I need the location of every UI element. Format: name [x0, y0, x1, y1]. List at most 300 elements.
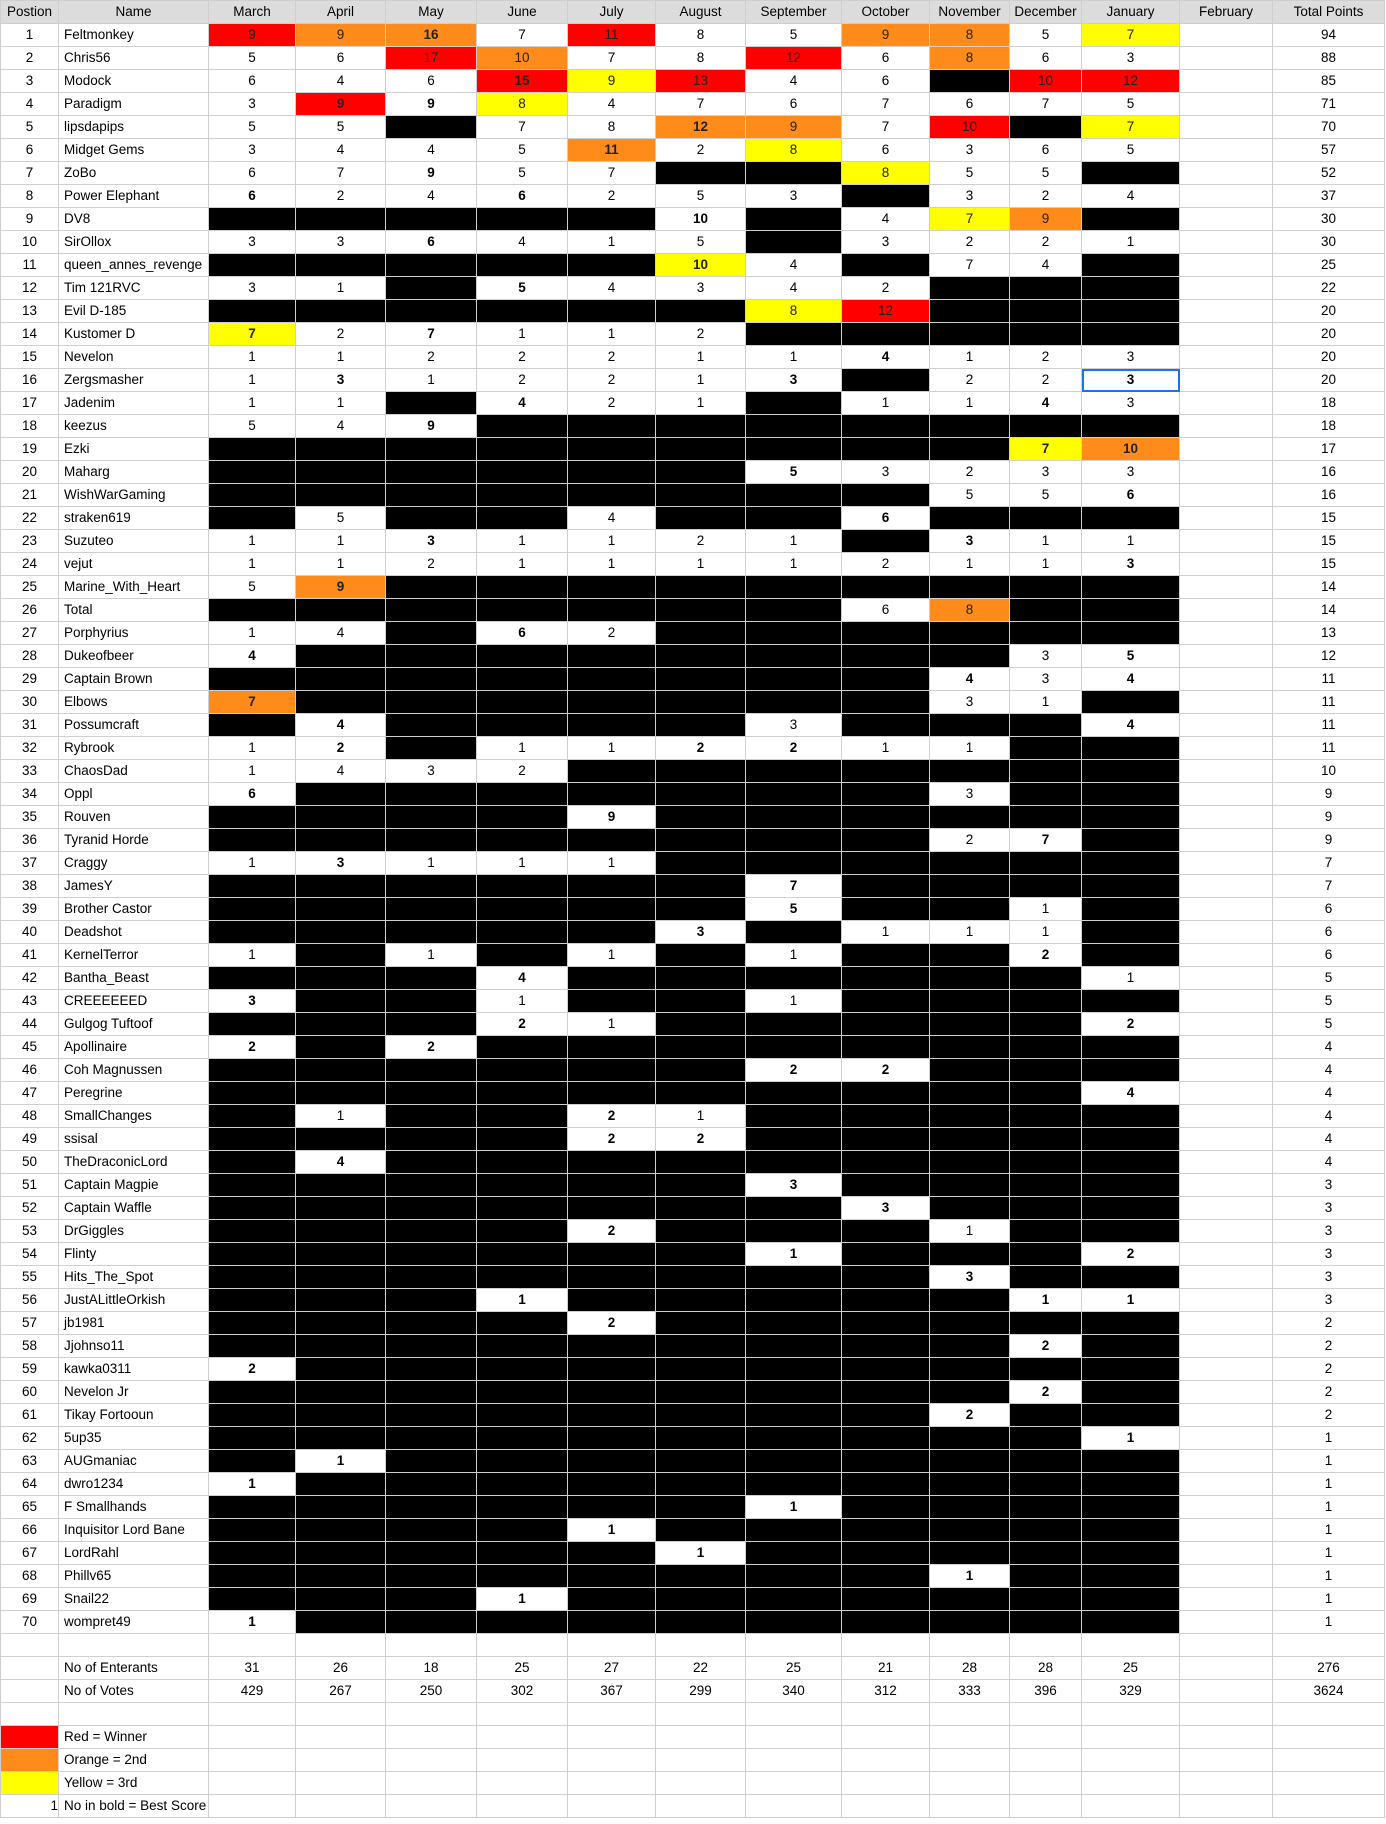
month-score-cell[interactable]: [477, 1036, 568, 1059]
empty-cell[interactable]: [930, 1634, 1010, 1657]
player-name-cell[interactable]: Nevelon: [59, 346, 209, 369]
month-score-cell[interactable]: [746, 162, 842, 185]
player-name-cell[interactable]: Apollinaire: [59, 1036, 209, 1059]
month-score-cell[interactable]: [386, 484, 477, 507]
month-score-cell[interactable]: [746, 599, 842, 622]
empty-cell[interactable]: [1010, 1703, 1082, 1726]
player-name-cell[interactable]: Gulgog Tuftoof: [59, 1013, 209, 1036]
month-score-cell[interactable]: [1180, 852, 1273, 875]
empty-cell[interactable]: [842, 1726, 930, 1749]
month-score-cell[interactable]: 8: [842, 162, 930, 185]
month-score-cell[interactable]: [209, 254, 296, 277]
month-score-cell[interactable]: [568, 1036, 656, 1059]
month-score-cell[interactable]: [1180, 622, 1273, 645]
empty-cell[interactable]: [1, 1634, 59, 1657]
month-score-cell[interactable]: 6: [842, 70, 930, 93]
total-points-cell[interactable]: 18: [1273, 415, 1385, 438]
month-score-cell[interactable]: 7: [209, 323, 296, 346]
position-cell[interactable]: 65: [1, 1496, 59, 1519]
month-score-cell[interactable]: [209, 1312, 296, 1335]
month-score-cell[interactable]: [1180, 714, 1273, 737]
month-score-cell[interactable]: [568, 208, 656, 231]
position-cell[interactable]: 37: [1, 852, 59, 875]
month-score-cell[interactable]: [477, 1611, 568, 1634]
month-score-cell[interactable]: [386, 1611, 477, 1634]
month-score-cell[interactable]: [930, 1128, 1010, 1151]
month-score-cell[interactable]: [1180, 553, 1273, 576]
month-score-cell[interactable]: [296, 1358, 386, 1381]
month-score-cell[interactable]: [386, 990, 477, 1013]
empty-cell[interactable]: [477, 1749, 568, 1772]
month-score-cell[interactable]: [386, 1542, 477, 1565]
month-score-cell[interactable]: 4: [1082, 714, 1180, 737]
position-cell[interactable]: 31: [1, 714, 59, 737]
month-score-cell[interactable]: 7: [209, 691, 296, 714]
month-score-cell[interactable]: 1: [930, 1565, 1010, 1588]
month-score-cell[interactable]: [386, 921, 477, 944]
month-score-cell[interactable]: [477, 1496, 568, 1519]
month-score-cell[interactable]: [930, 1013, 1010, 1036]
month-score-cell[interactable]: [568, 1588, 656, 1611]
month-score-cell[interactable]: [386, 208, 477, 231]
total-points-cell[interactable]: 30: [1273, 208, 1385, 231]
player-name-cell[interactable]: Total: [59, 599, 209, 622]
summary-value-cell[interactable]: 28: [930, 1657, 1010, 1680]
month-score-cell[interactable]: 4: [477, 967, 568, 990]
month-score-cell[interactable]: [1180, 875, 1273, 898]
month-score-cell[interactable]: [656, 1243, 746, 1266]
position-cell[interactable]: 42: [1, 967, 59, 990]
empty-cell[interactable]: [209, 1795, 296, 1818]
month-score-cell[interactable]: [209, 461, 296, 484]
month-score-cell[interactable]: [930, 1611, 1010, 1634]
month-score-cell[interactable]: 12: [1082, 70, 1180, 93]
month-score-cell[interactable]: 8: [656, 47, 746, 70]
month-score-cell[interactable]: 3: [209, 990, 296, 1013]
month-score-cell[interactable]: [1180, 70, 1273, 93]
month-score-cell[interactable]: [296, 1243, 386, 1266]
month-score-cell[interactable]: [656, 1565, 746, 1588]
month-score-cell[interactable]: [842, 1013, 930, 1036]
month-score-cell[interactable]: 11: [568, 24, 656, 47]
month-score-cell[interactable]: [1180, 185, 1273, 208]
month-score-cell[interactable]: [296, 1266, 386, 1289]
month-score-cell[interactable]: [296, 1519, 386, 1542]
month-score-cell[interactable]: [1082, 944, 1180, 967]
month-score-cell[interactable]: 5: [209, 576, 296, 599]
month-score-cell[interactable]: [568, 1381, 656, 1404]
month-score-cell[interactable]: [1180, 760, 1273, 783]
month-score-cell[interactable]: 7: [1082, 116, 1180, 139]
summary-value-cell[interactable]: 312: [842, 1680, 930, 1703]
month-score-cell[interactable]: 7: [386, 323, 477, 346]
month-score-cell[interactable]: [1180, 1427, 1273, 1450]
month-score-cell[interactable]: [930, 1473, 1010, 1496]
month-score-cell[interactable]: 4: [568, 93, 656, 116]
position-cell[interactable]: 28: [1, 645, 59, 668]
month-score-cell[interactable]: 9: [746, 116, 842, 139]
month-score-cell[interactable]: [296, 1542, 386, 1565]
month-score-cell[interactable]: [209, 599, 296, 622]
month-score-cell[interactable]: [1010, 1358, 1082, 1381]
month-score-cell[interactable]: 1: [930, 737, 1010, 760]
month-score-cell[interactable]: 1: [209, 852, 296, 875]
month-score-cell[interactable]: [746, 208, 842, 231]
month-score-cell[interactable]: 4: [1082, 668, 1180, 691]
month-score-cell[interactable]: [386, 1565, 477, 1588]
month-score-cell[interactable]: 4: [1010, 254, 1082, 277]
month-score-cell[interactable]: [746, 1289, 842, 1312]
month-score-cell[interactable]: 5: [209, 116, 296, 139]
month-score-cell[interactable]: [842, 1496, 930, 1519]
month-score-cell[interactable]: [568, 461, 656, 484]
month-score-cell[interactable]: [386, 645, 477, 668]
month-score-cell[interactable]: 2: [1010, 944, 1082, 967]
month-score-cell[interactable]: 9: [386, 93, 477, 116]
month-score-cell[interactable]: 2: [209, 1358, 296, 1381]
player-name-cell[interactable]: Rouven: [59, 806, 209, 829]
empty-cell[interactable]: [568, 1703, 656, 1726]
month-score-cell[interactable]: [1010, 1013, 1082, 1036]
month-score-cell[interactable]: [1180, 1151, 1273, 1174]
month-score-cell[interactable]: 2: [842, 553, 930, 576]
empty-cell[interactable]: [1180, 1634, 1273, 1657]
month-score-cell[interactable]: 9: [568, 806, 656, 829]
month-score-cell[interactable]: 2: [930, 829, 1010, 852]
month-score-cell[interactable]: 2: [568, 1312, 656, 1335]
empty-cell[interactable]: [386, 1726, 477, 1749]
month-score-cell[interactable]: [568, 714, 656, 737]
month-score-cell[interactable]: 7: [568, 47, 656, 70]
month-score-cell[interactable]: [930, 1151, 1010, 1174]
month-score-cell[interactable]: 4: [746, 70, 842, 93]
month-score-cell[interactable]: [209, 875, 296, 898]
month-score-cell[interactable]: [386, 1450, 477, 1473]
month-score-cell[interactable]: [568, 1335, 656, 1358]
month-score-cell[interactable]: 3: [930, 691, 1010, 714]
month-score-cell[interactable]: [1180, 691, 1273, 714]
month-score-cell[interactable]: [1180, 1197, 1273, 1220]
month-score-cell[interactable]: [296, 1128, 386, 1151]
month-score-cell[interactable]: [1010, 1036, 1082, 1059]
player-name-cell[interactable]: LordRahl: [59, 1542, 209, 1565]
month-score-cell[interactable]: [568, 1565, 656, 1588]
summary-label[interactable]: No of Enterants: [59, 1657, 209, 1680]
month-score-cell[interactable]: [746, 1450, 842, 1473]
player-name-cell[interactable]: Kustomer D: [59, 323, 209, 346]
column-header[interactable]: October: [842, 1, 930, 24]
month-score-cell[interactable]: [386, 1289, 477, 1312]
empty-cell[interactable]: [930, 1726, 1010, 1749]
empty-cell[interactable]: [1273, 1795, 1385, 1818]
month-score-cell[interactable]: 6: [209, 162, 296, 185]
month-score-cell[interactable]: [1082, 1381, 1180, 1404]
month-score-cell[interactable]: [656, 507, 746, 530]
month-score-cell[interactable]: [1180, 668, 1273, 691]
month-score-cell[interactable]: [1082, 990, 1180, 1013]
month-score-cell[interactable]: [930, 622, 1010, 645]
month-score-cell[interactable]: [842, 530, 930, 553]
player-name-cell[interactable]: JustALittleOrkish: [59, 1289, 209, 1312]
total-points-cell[interactable]: 57: [1273, 139, 1385, 162]
month-score-cell[interactable]: [1010, 1611, 1082, 1634]
month-score-cell[interactable]: [656, 944, 746, 967]
month-score-cell[interactable]: [1082, 1151, 1180, 1174]
month-score-cell[interactable]: [930, 1197, 1010, 1220]
total-points-cell[interactable]: 11: [1273, 737, 1385, 760]
position-cell[interactable]: 63: [1, 1450, 59, 1473]
month-score-cell[interactable]: [1082, 875, 1180, 898]
total-points-cell[interactable]: 88: [1273, 47, 1385, 70]
month-score-cell[interactable]: [477, 944, 568, 967]
month-score-cell[interactable]: 7: [1010, 93, 1082, 116]
player-name-cell[interactable]: ssisal: [59, 1128, 209, 1151]
month-score-cell[interactable]: [477, 829, 568, 852]
month-score-cell[interactable]: [1180, 967, 1273, 990]
month-score-cell[interactable]: [1082, 300, 1180, 323]
month-score-cell[interactable]: [930, 806, 1010, 829]
month-score-cell[interactable]: 2: [656, 530, 746, 553]
month-score-cell[interactable]: 3: [209, 139, 296, 162]
month-score-cell[interactable]: 1: [209, 530, 296, 553]
empty-cell[interactable]: [296, 1634, 386, 1657]
month-score-cell[interactable]: [568, 300, 656, 323]
month-score-cell[interactable]: [209, 1197, 296, 1220]
month-score-cell[interactable]: 2: [842, 1059, 930, 1082]
player-name-cell[interactable]: AUGmaniac: [59, 1450, 209, 1473]
month-score-cell[interactable]: 3: [746, 1174, 842, 1197]
month-score-cell[interactable]: [1180, 231, 1273, 254]
player-name-cell[interactable]: Flinty: [59, 1243, 209, 1266]
month-score-cell[interactable]: 1: [746, 1243, 842, 1266]
month-score-cell[interactable]: 3: [1010, 668, 1082, 691]
summary-value-cell[interactable]: [1180, 1680, 1273, 1703]
month-score-cell[interactable]: [746, 1473, 842, 1496]
player-name-cell[interactable]: Captain Brown: [59, 668, 209, 691]
month-score-cell[interactable]: [930, 507, 1010, 530]
month-score-cell[interactable]: [1010, 1197, 1082, 1220]
summary-value-cell[interactable]: 18: [386, 1657, 477, 1680]
month-score-cell[interactable]: [1010, 622, 1082, 645]
month-score-cell[interactable]: 8: [930, 47, 1010, 70]
empty-cell[interactable]: [386, 1634, 477, 1657]
empty-cell[interactable]: [1082, 1772, 1180, 1795]
month-score-cell[interactable]: [656, 599, 746, 622]
month-score-cell[interactable]: 9: [386, 415, 477, 438]
month-score-cell[interactable]: [296, 1473, 386, 1496]
month-score-cell[interactable]: [746, 1381, 842, 1404]
position-cell[interactable]: 7: [1, 162, 59, 185]
empty-cell[interactable]: [1, 1680, 59, 1703]
month-score-cell[interactable]: [930, 714, 1010, 737]
month-score-cell[interactable]: 1: [1010, 691, 1082, 714]
month-score-cell[interactable]: [477, 438, 568, 461]
total-points-cell[interactable]: 20: [1273, 369, 1385, 392]
month-score-cell[interactable]: [656, 1312, 746, 1335]
month-score-cell[interactable]: [296, 898, 386, 921]
total-points-cell[interactable]: 94: [1273, 24, 1385, 47]
player-name-cell[interactable]: queen_annes_revenge: [59, 254, 209, 277]
total-points-cell[interactable]: 7: [1273, 852, 1385, 875]
player-name-cell[interactable]: Paradigm: [59, 93, 209, 116]
month-score-cell[interactable]: 2: [477, 1013, 568, 1036]
month-score-cell[interactable]: 1: [930, 392, 1010, 415]
month-score-cell[interactable]: [656, 300, 746, 323]
position-cell[interactable]: 16: [1, 369, 59, 392]
empty-cell[interactable]: [1273, 1726, 1385, 1749]
month-score-cell[interactable]: [1180, 507, 1273, 530]
legend-swatch[interactable]: [1, 1726, 59, 1749]
month-score-cell[interactable]: 1: [568, 852, 656, 875]
month-score-cell[interactable]: [930, 645, 1010, 668]
month-score-cell[interactable]: [1010, 1243, 1082, 1266]
month-score-cell[interactable]: [1180, 1588, 1273, 1611]
empty-cell[interactable]: [296, 1726, 386, 1749]
month-score-cell[interactable]: [930, 277, 1010, 300]
position-cell[interactable]: 15: [1, 346, 59, 369]
month-score-cell[interactable]: [842, 875, 930, 898]
month-score-cell[interactable]: [656, 162, 746, 185]
month-score-cell[interactable]: [209, 714, 296, 737]
month-score-cell[interactable]: [930, 300, 1010, 323]
month-score-cell[interactable]: [930, 1335, 1010, 1358]
total-points-cell[interactable]: 1: [1273, 1450, 1385, 1473]
player-name-cell[interactable]: SmallChanges: [59, 1105, 209, 1128]
month-score-cell[interactable]: [1010, 1427, 1082, 1450]
month-score-cell[interactable]: [842, 852, 930, 875]
position-cell[interactable]: 29: [1, 668, 59, 691]
month-score-cell[interactable]: [1180, 1266, 1273, 1289]
month-score-cell[interactable]: 1: [568, 944, 656, 967]
month-score-cell[interactable]: [930, 1243, 1010, 1266]
month-score-cell[interactable]: [477, 1473, 568, 1496]
month-score-cell[interactable]: [386, 277, 477, 300]
position-cell[interactable]: 33: [1, 760, 59, 783]
month-score-cell[interactable]: [296, 208, 386, 231]
month-score-cell[interactable]: [656, 1496, 746, 1519]
month-score-cell[interactable]: [1180, 599, 1273, 622]
month-score-cell[interactable]: [656, 438, 746, 461]
month-score-cell[interactable]: [842, 484, 930, 507]
player-name-cell[interactable]: Jjohnso11: [59, 1335, 209, 1358]
month-score-cell[interactable]: [209, 1013, 296, 1036]
month-score-cell[interactable]: [296, 1289, 386, 1312]
month-score-cell[interactable]: [746, 691, 842, 714]
month-score-cell[interactable]: 1: [209, 346, 296, 369]
month-score-cell[interactable]: [477, 645, 568, 668]
month-score-cell[interactable]: [386, 691, 477, 714]
month-score-cell[interactable]: [1180, 277, 1273, 300]
month-score-cell[interactable]: 2: [296, 323, 386, 346]
total-points-cell[interactable]: 52: [1273, 162, 1385, 185]
month-score-cell[interactable]: [1010, 507, 1082, 530]
month-score-cell[interactable]: [656, 1473, 746, 1496]
position-cell[interactable]: 48: [1, 1105, 59, 1128]
month-score-cell[interactable]: [746, 1013, 842, 1036]
month-score-cell[interactable]: [1010, 852, 1082, 875]
month-score-cell[interactable]: [386, 1082, 477, 1105]
month-score-cell[interactable]: [656, 1611, 746, 1634]
empty-cell[interactable]: [656, 1772, 746, 1795]
month-score-cell[interactable]: [386, 875, 477, 898]
legend-swatch[interactable]: 1: [1, 1795, 59, 1818]
month-score-cell[interactable]: [1082, 1312, 1180, 1335]
month-score-cell[interactable]: [842, 829, 930, 852]
total-points-cell[interactable]: 1: [1273, 1588, 1385, 1611]
month-score-cell[interactable]: [477, 461, 568, 484]
month-score-cell[interactable]: [1180, 737, 1273, 760]
month-score-cell[interactable]: 1: [568, 530, 656, 553]
month-score-cell[interactable]: [1010, 760, 1082, 783]
month-score-cell[interactable]: [209, 1381, 296, 1404]
total-points-cell[interactable]: 4: [1273, 1059, 1385, 1082]
month-score-cell[interactable]: [1082, 1335, 1180, 1358]
month-score-cell[interactable]: [386, 1312, 477, 1335]
summary-value-cell[interactable]: 21: [842, 1657, 930, 1680]
month-score-cell[interactable]: 2: [568, 369, 656, 392]
player-name-cell[interactable]: Feltmonkey: [59, 24, 209, 47]
month-score-cell[interactable]: [209, 484, 296, 507]
month-score-cell[interactable]: [296, 783, 386, 806]
player-name-cell[interactable]: lipsdapips: [59, 116, 209, 139]
month-score-cell[interactable]: [930, 1496, 1010, 1519]
total-points-cell[interactable]: 16: [1273, 484, 1385, 507]
month-score-cell[interactable]: [386, 392, 477, 415]
month-score-cell[interactable]: [746, 1151, 842, 1174]
column-header[interactable]: August: [656, 1, 746, 24]
month-score-cell[interactable]: 4: [568, 277, 656, 300]
player-name-cell[interactable]: Bantha_Beast: [59, 967, 209, 990]
month-score-cell[interactable]: [656, 1036, 746, 1059]
empty-cell[interactable]: [1010, 1772, 1082, 1795]
month-score-cell[interactable]: [568, 1059, 656, 1082]
month-score-cell[interactable]: [842, 1082, 930, 1105]
month-score-cell[interactable]: [209, 806, 296, 829]
month-score-cell[interactable]: [386, 1220, 477, 1243]
month-score-cell[interactable]: 7: [930, 208, 1010, 231]
month-score-cell[interactable]: 1: [842, 392, 930, 415]
month-score-cell[interactable]: [1180, 530, 1273, 553]
month-score-cell[interactable]: [386, 1427, 477, 1450]
month-score-cell[interactable]: [746, 622, 842, 645]
month-score-cell[interactable]: [568, 1197, 656, 1220]
month-score-cell[interactable]: [656, 1197, 746, 1220]
empty-cell[interactable]: [930, 1749, 1010, 1772]
month-score-cell[interactable]: [842, 668, 930, 691]
month-score-cell[interactable]: 2: [746, 737, 842, 760]
summary-value-cell[interactable]: 250: [386, 1680, 477, 1703]
month-score-cell[interactable]: [477, 1197, 568, 1220]
position-cell[interactable]: 30: [1, 691, 59, 714]
month-score-cell[interactable]: [1180, 1450, 1273, 1473]
month-score-cell[interactable]: [209, 1266, 296, 1289]
month-score-cell[interactable]: [209, 1151, 296, 1174]
month-score-cell[interactable]: 3: [296, 231, 386, 254]
month-score-cell[interactable]: [296, 1220, 386, 1243]
month-score-cell[interactable]: [930, 576, 1010, 599]
month-score-cell[interactable]: 10: [930, 116, 1010, 139]
month-score-cell[interactable]: 1: [209, 737, 296, 760]
month-score-cell[interactable]: [746, 967, 842, 990]
month-score-cell[interactable]: [746, 1036, 842, 1059]
month-score-cell[interactable]: [930, 1105, 1010, 1128]
month-score-cell[interactable]: [1180, 208, 1273, 231]
position-cell[interactable]: 47: [1, 1082, 59, 1105]
month-score-cell[interactable]: [656, 806, 746, 829]
summary-value-cell[interactable]: 396: [1010, 1680, 1082, 1703]
month-score-cell[interactable]: 3: [842, 461, 930, 484]
month-score-cell[interactable]: 3: [842, 1197, 930, 1220]
